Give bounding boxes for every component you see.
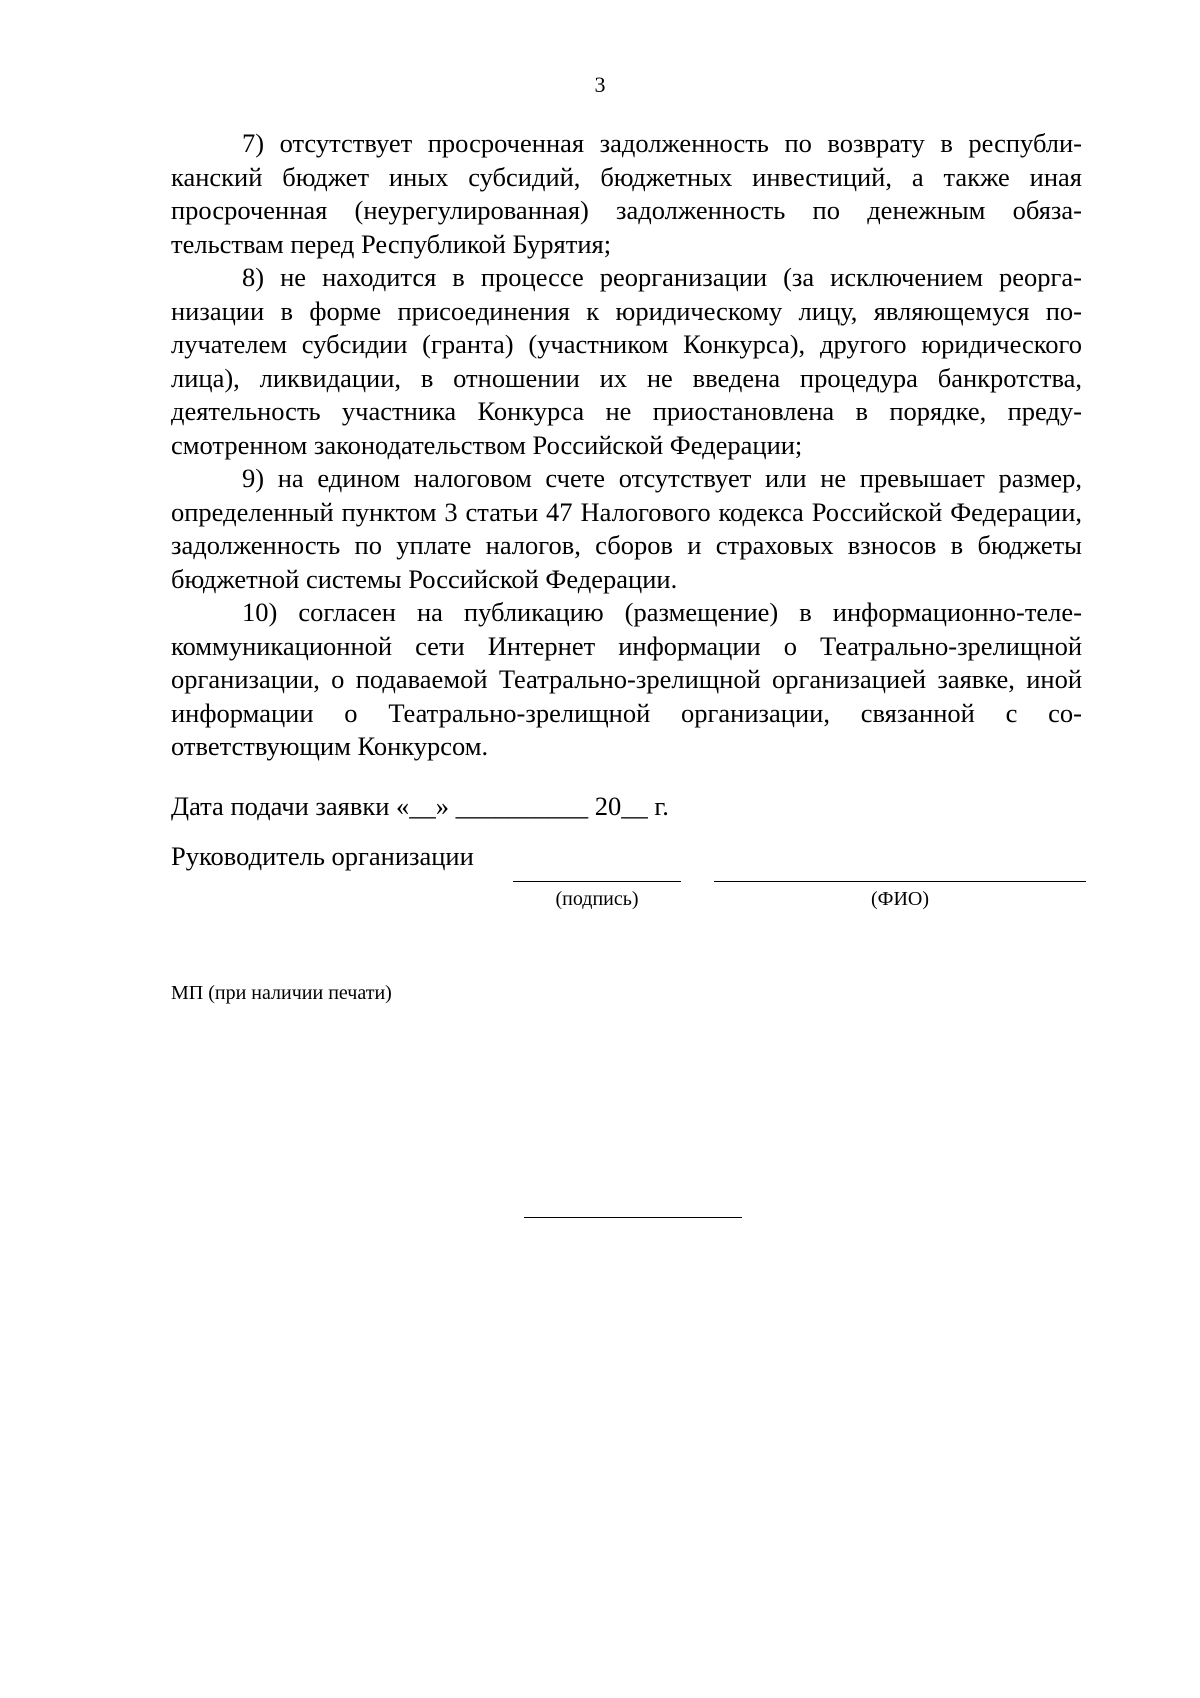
full-name-line <box>714 881 1086 882</box>
requirement-item-7: 7) отсутствует просроченная задолженность по возврату в республиканский бюджет иных субсидий, бюджетных инвестиций, а также иная просроченная (неурегулированная) задолженность по денежным обязательствам перед Республикой Бурятия; <box>171 128 1082 259</box>
full-name-caption: (ФИО) <box>870 888 929 910</box>
end-divider <box>524 1217 742 1218</box>
requirements-list <box>171 127 1082 764</box>
signature-line <box>513 881 681 882</box>
requirement-item-8: 8) не находится в процессе реорганизации (за исключением реорганизации в форме присоединения к юридическому лицу, являющемуся получателем субсидии (гранта) (участником Конкурса), другого юридического лица), ликвидации, в отношении их не введена процедура банкротства, деятельность участника Конкурса не приостановлена в порядке, предусмотренном законодательством Российской Федерации; <box>171 262 1082 460</box>
requirement-item-10: 10) согласен на публикацию (размещение) в информационно-телекоммуникационной сети Интернет информации о Театрально-зрелищной организации, о подаваемой Театрально-зрелищной организацией заявке, иной информации о Театрально-зрелищной организации, связанной с соответствующим Конкурсом. <box>171 597 1082 761</box>
application-date-line: Дата подачи заявки «__» __________ 20__ г. <box>171 791 669 821</box>
signature-caption: (подпись) <box>555 888 639 910</box>
stamp-label: МП (при наличии печати) <box>171 982 392 1004</box>
organization-head-label: Руководитель организации <box>171 841 474 871</box>
page-number: 3 <box>594 72 606 97</box>
requirement-item-9: 9) на едином налоговом счете отсутствует или не превышает размер, определенный пунктом 3 статьи 47 Налогового кодекса Российской Федерации, задолженность по уплате налогов, сборов и страховых взносов в бюджеты бюджетной системы Российской Федерации. <box>171 463 1082 594</box>
